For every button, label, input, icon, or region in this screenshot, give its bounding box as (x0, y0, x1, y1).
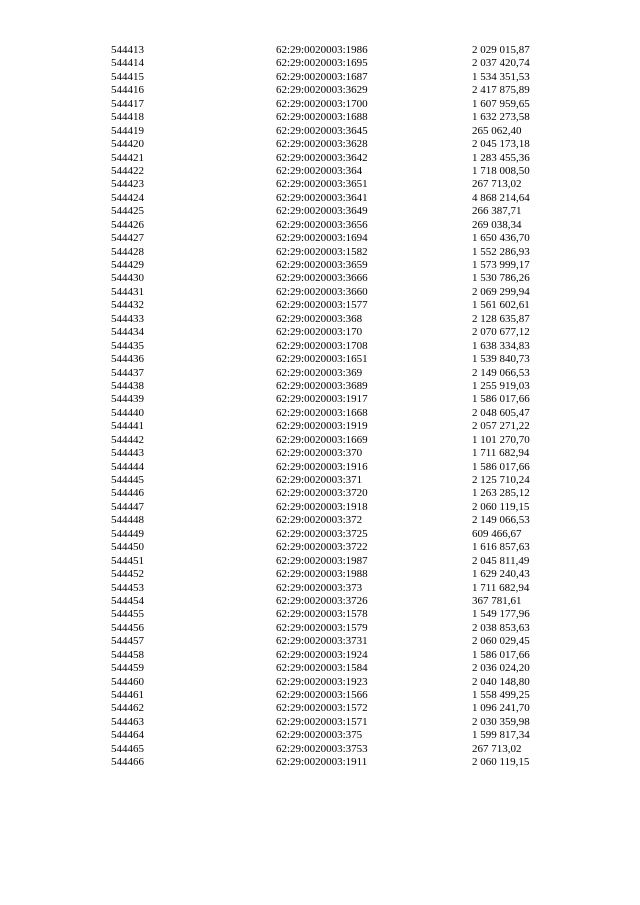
cadastral-number-cell: 62:29:0020003:3660 (276, 285, 368, 298)
cadastral-value-cell: 367 781,61 (472, 594, 522, 607)
row-number-cell: 544458 (111, 648, 144, 661)
cadastral-value-cell: 265 062,40 (472, 124, 522, 137)
cadastral-number-cell: 62:29:0020003:1651 (276, 353, 368, 366)
cadastral-value-cell: 2 417 875,89 (472, 84, 530, 97)
cadastral-number-cell: 62:29:0020003:1988 (276, 568, 368, 581)
table-row (0, 689, 640, 702)
row-number-cell: 544414 (111, 57, 144, 70)
cadastral-number-cell: 62:29:0020003:372 (276, 514, 363, 527)
cadastral-number-cell: 62:29:0020003:3722 (276, 541, 368, 554)
cadastral-number-cell: 62:29:0020003:369 (276, 366, 363, 379)
table-row (0, 165, 640, 178)
cadastral-value-cell: 2 048 605,47 (472, 406, 530, 419)
cadastral-value-cell: 1 561 602,61 (472, 299, 530, 312)
cadastral-number-cell: 62:29:0020003:1668 (276, 406, 368, 419)
row-number-cell: 544456 (111, 621, 144, 634)
table-row (0, 635, 640, 648)
row-number-cell: 544448 (111, 514, 144, 527)
table-row (0, 662, 640, 675)
table-row (0, 514, 640, 527)
table-row (0, 447, 640, 460)
table-row (0, 407, 640, 420)
table-row (0, 313, 640, 326)
cadastral-number-cell: 62:29:0020003:3656 (276, 218, 368, 231)
cadastral-number-cell: 62:29:0020003:1918 (276, 500, 368, 513)
row-number-cell: 544453 (111, 581, 144, 594)
cadastral-value-cell: 2 038 853,63 (472, 621, 530, 634)
table-row (0, 541, 640, 554)
cadastral-number-cell: 62:29:0020003:1916 (276, 460, 368, 473)
cadastral-value-cell: 1 283 455,36 (472, 151, 530, 164)
row-number-cell: 544459 (111, 662, 144, 675)
row-number-cell: 544455 (111, 608, 144, 621)
row-number-cell: 544454 (111, 594, 144, 607)
cadastral-value-cell: 1 650 436,70 (472, 232, 530, 245)
cadastral-number-cell: 62:29:0020003:1700 (276, 97, 368, 110)
cadastral-number-cell: 62:29:0020003:1578 (276, 608, 368, 621)
cadastral-number-cell: 62:29:0020003:3726 (276, 594, 368, 607)
row-number-cell: 544431 (111, 285, 144, 298)
table-row (0, 178, 640, 191)
row-number-cell: 544462 (111, 702, 144, 715)
table-row (0, 353, 640, 366)
row-number-cell: 544430 (111, 272, 144, 285)
cadastral-value-cell: 1 718 008,50 (472, 164, 530, 177)
table-row (0, 729, 640, 742)
row-number-cell: 544445 (111, 474, 144, 486)
row-number-cell: 544439 (111, 393, 144, 406)
row-number-cell: 544427 (111, 232, 144, 245)
table-row (0, 474, 640, 487)
row-number-cell: 544425 (111, 205, 144, 218)
table-row (0, 326, 640, 339)
cadastral-value-cell: 1 573 999,17 (472, 259, 530, 271)
cadastral-value-cell: 1 586 017,66 (472, 460, 530, 473)
cadastral-number-cell: 62:29:0020003:1571 (276, 715, 368, 728)
cadastral-number-cell: 62:29:0020003:370 (276, 447, 363, 460)
cadastral-value-cell: 2 036 024,20 (472, 662, 530, 675)
table-row (0, 702, 640, 715)
cadastral-value-cell: 1 711 682,94 (472, 447, 530, 460)
cadastral-number-cell: 62:29:0020003:3666 (276, 272, 368, 285)
cadastral-value-cell: 1 616 857,63 (472, 541, 530, 554)
cadastral-value-cell: 1 607 959,65 (472, 97, 530, 110)
table-row (0, 272, 640, 285)
cadastral-value-cell: 2 149 066,53 (472, 366, 530, 379)
cadastral-number-cell: 62:29:0020003:1919 (276, 420, 368, 433)
row-number-cell: 544440 (111, 406, 144, 419)
cadastral-value-cell: 2 045 173,18 (472, 138, 530, 151)
cadastral-value-cell: 4 868 214,64 (472, 191, 530, 204)
row-number-cell: 544441 (111, 420, 144, 433)
row-number-cell: 544434 (111, 326, 144, 339)
row-number-cell: 544415 (111, 70, 144, 83)
cadastral-value-cell: 1 638 334,83 (472, 339, 530, 352)
cadastral-value-cell: 267 713,02 (472, 742, 522, 755)
table-row (0, 299, 640, 312)
row-number-cell: 544417 (111, 97, 144, 110)
row-number-cell: 544416 (111, 84, 144, 97)
table-row (0, 555, 640, 568)
cadastral-number-cell: 62:29:0020003:3689 (276, 379, 368, 392)
cadastral-number-cell: 62:29:0020003:3753 (276, 742, 368, 755)
cadastral-number-cell: 62:29:0020003:364 (276, 164, 363, 177)
cadastral-value-cell: 1 101 270,70 (472, 433, 530, 446)
row-number-cell: 544433 (111, 312, 144, 325)
cadastral-number-cell: 62:29:0020003:3651 (276, 178, 368, 191)
table-row (0, 676, 640, 689)
cadastral-number-cell: 62:29:0020003:1669 (276, 433, 368, 446)
cadastral-number-cell: 62:29:0020003:1986 (276, 44, 368, 56)
cadastral-value-cell: 2 029 015,87 (472, 44, 530, 56)
cadastral-value-cell: 266 387,71 (472, 205, 522, 218)
row-number-cell: 544420 (111, 138, 144, 151)
cadastral-value-cell: 2 030 359,98 (472, 715, 530, 728)
cadastral-number-cell: 62:29:0020003:3629 (276, 84, 368, 97)
table-row (0, 57, 640, 70)
cadastral-number-cell: 62:29:0020003:373 (276, 581, 363, 594)
table-row (0, 582, 640, 595)
cadastral-number-cell: 62:29:0020003:1577 (276, 299, 368, 312)
cadastral-number-cell: 62:29:0020003:1695 (276, 57, 368, 70)
row-number-cell: 544428 (111, 245, 144, 258)
table-row (0, 380, 640, 393)
row-number-cell: 544435 (111, 339, 144, 352)
row-number-cell: 544423 (111, 178, 144, 191)
cadastral-number-cell: 62:29:0020003:1694 (276, 232, 368, 245)
cadastral-number-cell: 62:29:0020003:1687 (276, 70, 368, 83)
cadastral-number-cell: 62:29:0020003:368 (276, 312, 363, 325)
row-number-cell: 544444 (111, 460, 144, 473)
table-row (0, 716, 640, 729)
cadastral-number-cell: 62:29:0020003:1566 (276, 689, 368, 701)
row-number-cell: 544461 (111, 689, 144, 701)
row-number-cell: 544464 (111, 729, 144, 742)
row-number-cell: 544457 (111, 635, 144, 648)
cadastral-value-cell: 1 632 273,58 (472, 111, 530, 124)
cadastral-value-cell: 2 060 119,15 (472, 756, 530, 769)
cadastral-value-cell: 1 599 817,34 (472, 729, 530, 742)
table-row (0, 340, 640, 353)
cadastral-value-cell: 1 096 241,70 (472, 702, 530, 715)
cadastral-value-cell: 1 586 017,66 (472, 648, 530, 661)
row-number-cell: 544424 (111, 191, 144, 204)
row-number-cell: 544437 (111, 366, 144, 379)
cadastral-value-cell: 2 060 029,45 (472, 635, 530, 648)
cadastral-value-table (0, 44, 640, 770)
table-row (0, 152, 640, 165)
table-row (0, 487, 640, 500)
cadastral-value-cell: 1 530 786,26 (472, 272, 530, 285)
cadastral-value-cell: 2 037 420,74 (472, 57, 530, 70)
table-row (0, 528, 640, 541)
table-row (0, 649, 640, 662)
cadastral-number-cell: 62:29:0020003:1708 (276, 339, 368, 352)
table-row (0, 501, 640, 514)
row-number-cell: 544418 (111, 111, 144, 124)
table-row (0, 205, 640, 218)
cadastral-value-cell: 2 040 148,80 (472, 675, 530, 688)
cadastral-number-cell: 62:29:0020003:3720 (276, 487, 368, 500)
row-number-cell: 544436 (111, 353, 144, 366)
cadastral-number-cell: 62:29:0020003:3645 (276, 124, 368, 137)
cadastral-number-cell: 62:29:0020003:1584 (276, 662, 368, 675)
cadastral-value-cell: 1 629 240,43 (472, 568, 530, 581)
table-row (0, 286, 640, 299)
row-number-cell: 544419 (111, 124, 144, 137)
table-row (0, 232, 640, 245)
row-number-cell: 544413 (111, 44, 144, 56)
cadastral-value-cell: 2 070 677,12 (472, 326, 530, 339)
cadastral-value-cell: 1 552 286,93 (472, 245, 530, 258)
cadastral-number-cell: 62:29:0020003:3641 (276, 191, 368, 204)
cadastral-value-cell: 1 539 840,73 (472, 353, 530, 366)
cadastral-number-cell: 62:29:0020003:1917 (276, 393, 368, 406)
row-number-cell: 544466 (111, 756, 144, 769)
cadastral-value-cell: 1 255 919,03 (472, 379, 530, 392)
row-number-cell: 544432 (111, 299, 144, 312)
row-number-cell: 544460 (111, 675, 144, 688)
table-row (0, 756, 640, 769)
row-number-cell: 544442 (111, 433, 144, 446)
table-row (0, 595, 640, 608)
cadastral-number-cell: 62:29:0020003:3659 (276, 259, 368, 271)
row-number-cell: 544421 (111, 151, 144, 164)
row-number-cell: 544422 (111, 164, 144, 177)
table-row (0, 608, 640, 621)
table-row (0, 461, 640, 474)
cadastral-number-cell: 62:29:0020003:3628 (276, 138, 368, 151)
row-number-cell: 544426 (111, 218, 144, 231)
cadastral-number-cell: 62:29:0020003:1579 (276, 621, 368, 634)
table-row (0, 434, 640, 447)
table-row (0, 743, 640, 756)
cadastral-number-cell: 62:29:0020003:1923 (276, 675, 368, 688)
row-number-cell: 544451 (111, 554, 144, 567)
cadastral-number-cell: 62:29:0020003:3731 (276, 635, 368, 648)
table-row (0, 44, 640, 57)
cadastral-number-cell: 62:29:0020003:3642 (276, 151, 368, 164)
cadastral-value-cell: 609 466,67 (472, 527, 522, 540)
table-row (0, 259, 640, 272)
cadastral-value-cell: 2 149 066,53 (472, 514, 530, 527)
table-row (0, 98, 640, 111)
cadastral-number-cell: 62:29:0020003:3649 (276, 205, 368, 218)
table-row (0, 219, 640, 232)
cadastral-value-cell: 1 263 285,12 (472, 487, 530, 500)
table-row (0, 111, 640, 124)
row-number-cell: 544443 (111, 447, 144, 460)
cadastral-number-cell: 62:29:0020003:1688 (276, 111, 368, 124)
cadastral-value-cell: 267 713,02 (472, 178, 522, 191)
cadastral-value-cell: 1 558 499,25 (472, 689, 530, 701)
cadastral-value-cell: 1 711 682,94 (472, 581, 530, 594)
cadastral-value-cell: 269 038,34 (472, 218, 522, 231)
table-row (0, 393, 640, 406)
cadastral-number-cell: 62:29:0020003:1987 (276, 554, 368, 567)
row-number-cell: 544452 (111, 568, 144, 581)
row-number-cell: 544463 (111, 715, 144, 728)
row-number-cell: 544446 (111, 487, 144, 500)
table-row (0, 420, 640, 433)
cadastral-value-cell: 2 125 710,24 (472, 474, 530, 486)
table-row (0, 568, 640, 581)
table-row (0, 367, 640, 380)
table-row (0, 192, 640, 205)
row-number-cell: 544450 (111, 541, 144, 554)
table-row (0, 125, 640, 138)
cadastral-value-cell: 2 060 119,15 (472, 500, 530, 513)
cadastral-value-cell: 2 069 299,94 (472, 285, 530, 298)
cadastral-number-cell: 62:29:0020003:170 (276, 326, 363, 339)
cadastral-number-cell: 62:29:0020003:375 (276, 729, 363, 742)
cadastral-value-cell: 1 586 017,66 (472, 393, 530, 406)
cadastral-number-cell: 62:29:0020003:3725 (276, 527, 368, 540)
table-row (0, 622, 640, 635)
table-row (0, 84, 640, 97)
row-number-cell: 544447 (111, 500, 144, 513)
row-number-cell: 544449 (111, 527, 144, 540)
cadastral-number-cell: 62:29:0020003:371 (276, 474, 363, 486)
cadastral-number-cell: 62:29:0020003:1572 (276, 702, 368, 715)
row-number-cell: 544438 (111, 379, 144, 392)
cadastral-value-cell: 2 057 271,22 (472, 420, 530, 433)
cadastral-value-cell: 1 534 351,53 (472, 70, 530, 83)
cadastral-value-cell: 2 128 635,87 (472, 312, 530, 325)
table-row (0, 138, 640, 151)
table-row (0, 71, 640, 84)
cadastral-number-cell: 62:29:0020003:1582 (276, 245, 368, 258)
row-number-cell: 544429 (111, 259, 144, 271)
cadastral-number-cell: 62:29:0020003:1924 (276, 648, 368, 661)
cadastral-value-cell: 1 549 177,96 (472, 608, 530, 621)
table-row (0, 246, 640, 259)
row-number-cell: 544465 (111, 742, 144, 755)
cadastral-value-cell: 2 045 811,49 (472, 554, 530, 567)
cadastral-number-cell: 62:29:0020003:1911 (276, 756, 368, 769)
